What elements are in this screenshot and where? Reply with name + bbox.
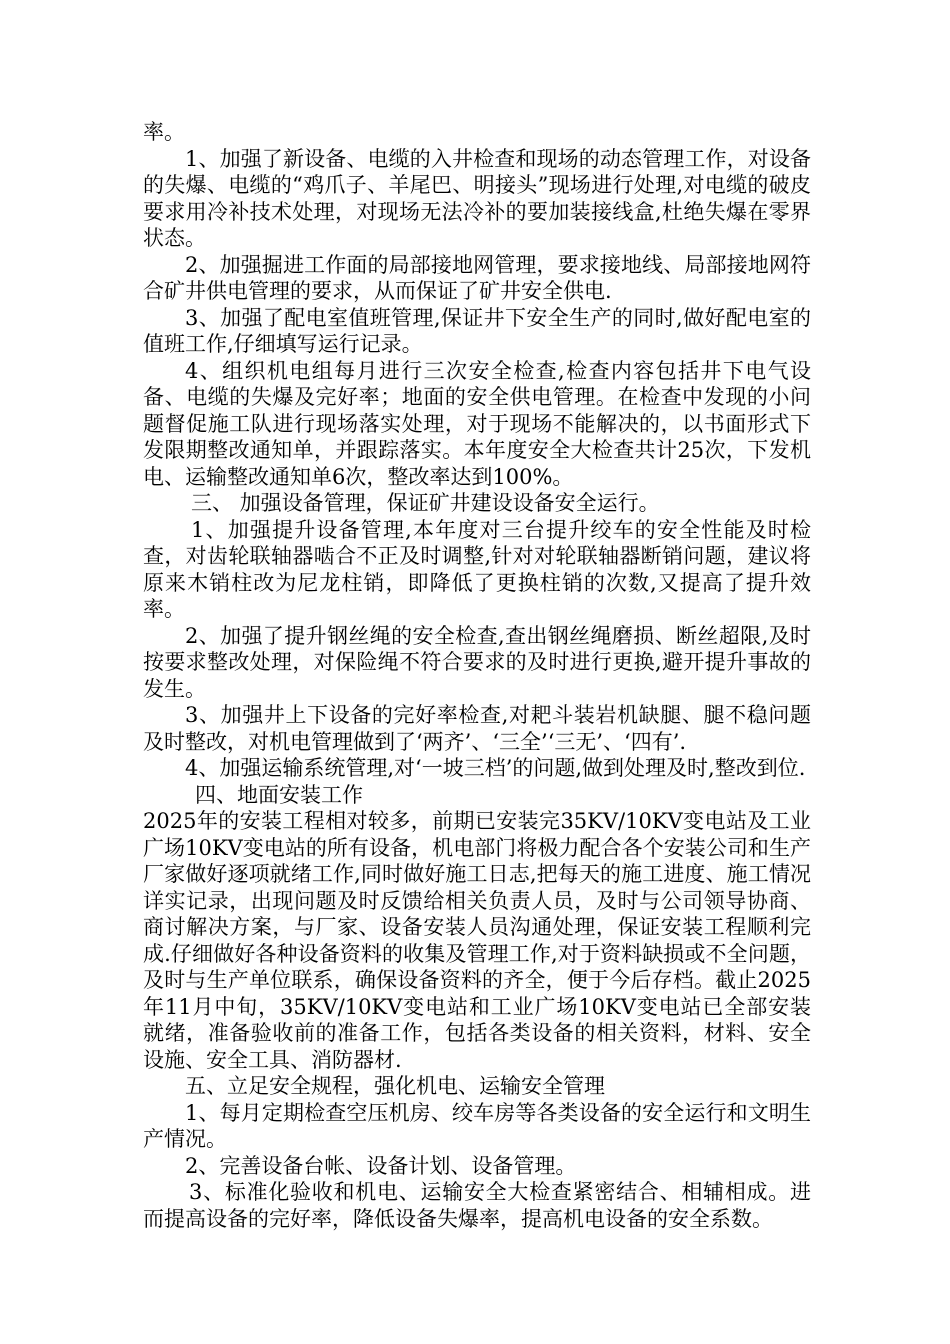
- paragraph-item-5: 1、加强提升设备管理,本年度对三台提升绞车的安全性能及时检查，对齿轮联轴器啮合不正及时调整,针对对轮联轴器断销问题，建议将原来木销柱改为尼龙柱销，即降低了更换柱销的次数,又提高了提升效率。: [143, 517, 811, 621]
- paragraph-item-9: 1、每月定期检查空压机房、绞车房等各类设备的安全运行和文明生产情况。: [143, 1100, 811, 1151]
- paragraph-item-3: 3、加强了配电室值班管理,保证井下安全生产的同时,做好配电室的值班工作,仔细填写运行记录。: [143, 305, 811, 356]
- paragraph-item-6: 2、加强了提升钢丝绳的安全检查,查出钢丝绳磨损、断丝超限,及时按要求整改处理，对保险绳不符合要求的及时进行更换,避开提升事故的发生。: [143, 623, 811, 701]
- paragraph-item-8: 4、加强运输系统管理,对‘一坡三档’的问题,做到处理及时,整改到位.: [185, 756, 806, 780]
- section-heading-5: 五、立足安全规程，强化机电、运输安全管理: [185, 1074, 605, 1098]
- paragraph-item-7: 3、加强井上下设备的完好率检查,对耙斗装岩机缺腿、腿不稳问题及时整改，对机电管理做到了‘两齐’、‘三全’‘三无’、‘四有’.: [143, 703, 811, 754]
- section-heading-3: 三、 加强设备管理，保证矿井建设设备安全运行。: [191, 491, 660, 515]
- paragraph-installation: 2025年的安装工程相对较多，前期已安装完35KV/10KV变电站及工业广场10KV变电站的所有设备，机电部门将极力配合各个安装公司和生产厂家做好逐项就绪工作,同时做好施工日志,把每天的施工进度、施工情况详实记录，出现问题及时反馈给相关负责人员，及时与公司领导协商、商讨解决方案，与厂家、设备安装人员沟通处理，保证安装工程顺利完成.仔细做好各种设备资料的收集及管理工作,对于资料缺损或不全问题，及时与生产单位联系，确保设备资料的齐全，便于今后存档。截止2025年11月中旬，35KV/10KV变电站和工业广场10KV变电站已全部安装就绪，准备验收前的准备工作，包括各类设备的相关资料，材料、安全设施、安全工具、消防器材.: [143, 809, 811, 1072]
- paragraph-item-2: 2、加强掘进工作面的局部接地网管理，要求接地线、局部接地网符合矿井供电管理的要求，从而保证了矿井安全供电.: [143, 252, 811, 303]
- paragraph-item-10: 2、完善设备台帐、设备计划、设备管理。: [185, 1153, 577, 1178]
- paragraph-item-4: 4、组织机电组每月进行三次安全检查,检查内容包括井下电气设备、电缆的失爆及完好率；地面的安全供电管理。在检查中发现的小问题督促施工队进行现场落实处理，对于现场不能解决的，以书面形式下发限期整改通知单，并跟踪落实。本年度安全大检查共计25次，下发机电、运输整改通知单6次，整改率达到100%。: [143, 358, 811, 489]
- section-heading-4: 四、地面安装工作: [195, 782, 363, 807]
- paragraph-item-11: 3、标准化验收和机电、运输安全大检查紧密结合、相辅相成。进而提高设备的完好率，降低设备失爆率，提高机电设备的安全系数。: [143, 1180, 811, 1231]
- paragraph-continuation: 率。: [143, 120, 185, 144]
- paragraph-item-1: 1、加强了新设备、电缆的入井检查和现场的动态管理工作，对设备的失爆、电缆的“鸡爪子、羊尾巴、明接头”现场进行处理,对电缆的破皮要求用冷补技术处理，对现场无法冷补的要加装接线盒,杜绝失爆在零界状态。: [143, 146, 811, 250]
- document-body: [143, 119, 811, 1232]
